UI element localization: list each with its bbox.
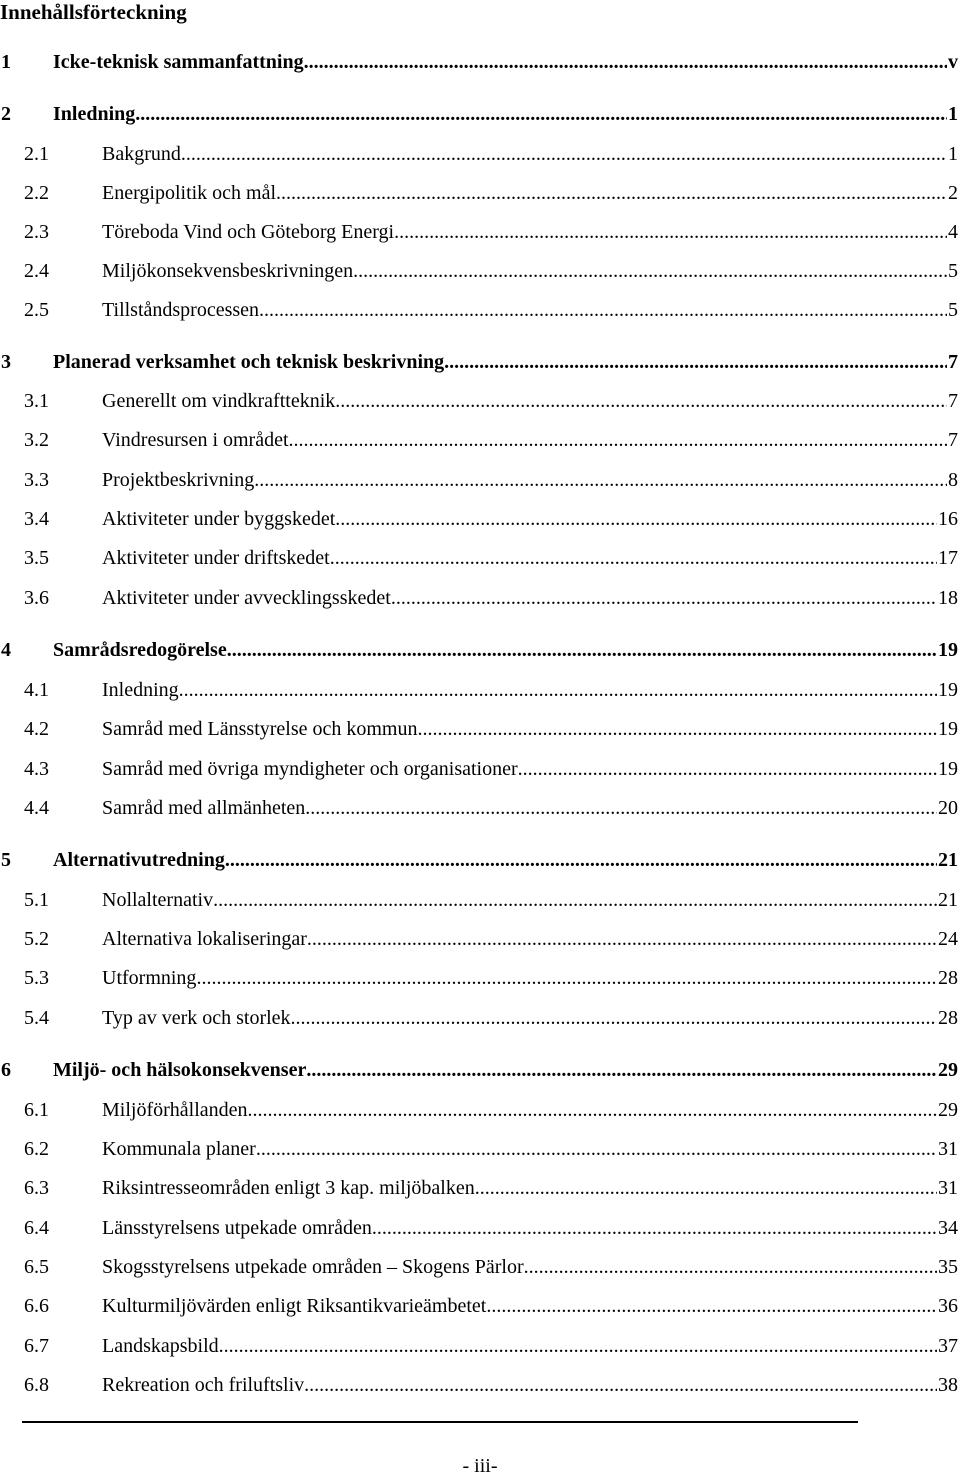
toc-entry[interactable] — [0, 1058, 958, 1082]
toc-entry-title: Rekreation och friluftsliv — [102, 1374, 305, 1396]
toc-entry[interactable] — [0, 927, 958, 951]
toc-entry-number: 3.3 — [24, 469, 49, 491]
toc-entry-title: Inledning — [53, 103, 136, 125]
toc-entry-number: 5.4 — [24, 1007, 49, 1029]
toc-dot-leader — [181, 142, 947, 166]
toc-dot-leader — [372, 1216, 937, 1240]
toc-entry[interactable] — [0, 350, 958, 374]
toc-entry-number: 6.8 — [24, 1374, 49, 1396]
toc-entry-number: 4.4 — [24, 797, 49, 819]
toc-entry-page: 37 — [938, 1335, 958, 1357]
toc-entry-title: Landskapsbild — [102, 1335, 219, 1357]
toc-entry-number: 5.3 — [24, 967, 49, 989]
toc-entry[interactable] — [0, 1098, 958, 1122]
toc-entry-number: 6.3 — [24, 1177, 49, 1199]
toc-entry-title: Miljöförhållanden — [102, 1099, 248, 1121]
toc-entry-page: 35 — [938, 1256, 958, 1278]
toc-entry[interactable] — [0, 1176, 958, 1200]
toc-entry-page: 19 — [938, 758, 958, 780]
toc-entry-page: 2 — [948, 182, 958, 204]
toc-entry-page: 29 — [938, 1099, 958, 1121]
toc-entry-number: 2.5 — [24, 299, 49, 321]
toc-entry-page: 19 — [938, 679, 958, 701]
toc-entry[interactable] — [0, 1373, 958, 1397]
toc-entry-page: 8 — [948, 469, 958, 491]
toc-dot-leader — [353, 259, 947, 283]
toc-entry[interactable] — [0, 717, 958, 741]
toc-entry-title: Miljö- och hälsokonsekvenser — [53, 1059, 307, 1081]
toc-entry-number: 6.1 — [24, 1099, 49, 1121]
toc-entry-page: 38 — [938, 1374, 958, 1396]
toc-dot-leader — [391, 586, 937, 610]
toc-entry-page: 4 — [948, 221, 958, 243]
toc-entry-number: 5.1 — [24, 889, 49, 911]
toc-entry-title: Riksintresseområden enligt 3 kap. miljöbalken — [102, 1177, 475, 1199]
toc-entry[interactable] — [0, 678, 958, 702]
toc-entry-title: Miljökonsekvensbeskrivningen — [102, 260, 354, 282]
toc-entry-title: Kulturmiljövärden enligt Riksantikvarieämbetet — [102, 1295, 487, 1317]
toc-entry-page: 5 — [948, 260, 958, 282]
toc-entry-title: Töreboda Vind och Göteborg Energi — [102, 221, 395, 243]
toc-entry-number: 3.4 — [24, 508, 49, 530]
toc-entry[interactable] — [0, 181, 958, 205]
toc-entry[interactable] — [0, 796, 958, 820]
toc-entry[interactable] — [0, 638, 958, 662]
toc-dot-leader — [259, 298, 947, 322]
toc-entry-page: 31 — [938, 1138, 958, 1160]
toc-dot-leader — [524, 1255, 937, 1279]
toc-entry-number: 3.2 — [24, 429, 49, 451]
toc-entry-page: 7 — [948, 351, 958, 373]
toc-dot-leader — [486, 1294, 937, 1318]
toc-entry-page: 31 — [938, 1177, 958, 1199]
toc-dot-leader — [394, 220, 947, 244]
toc-entry-number: 2 — [1, 103, 11, 125]
toc-entry[interactable] — [0, 1216, 958, 1240]
toc-entry-page: 16 — [938, 508, 958, 530]
toc-entry[interactable] — [0, 586, 958, 610]
toc-entry[interactable] — [0, 1137, 958, 1161]
footer-rule — [22, 1421, 858, 1423]
toc-entry-number: 2.1 — [24, 143, 49, 165]
toc-dot-leader — [225, 848, 937, 872]
toc-heading: Innehållsförteckning — [0, 0, 187, 24]
toc-entry-number: 3.1 — [24, 390, 49, 412]
toc-dot-leader — [213, 888, 937, 912]
toc-dot-leader — [335, 389, 947, 413]
toc-entry-number: 3.5 — [24, 547, 49, 569]
toc-entry-title: Alternativa lokaliseringar — [102, 928, 307, 950]
toc-entry-number: 2.2 — [24, 182, 49, 204]
toc-entry-title: Energipolitik och mål — [102, 182, 277, 204]
toc-entry-page: 36 — [938, 1295, 958, 1317]
toc-entry-page: 29 — [938, 1059, 958, 1081]
toc-dot-leader — [254, 468, 947, 492]
toc-entry[interactable] — [0, 546, 958, 570]
toc-entry-page: 34 — [938, 1217, 958, 1239]
toc-entry-title: Länsstyrelsens utpekade områden — [102, 1217, 372, 1239]
toc-dot-leader — [475, 1176, 937, 1200]
toc-entry-number: 4.1 — [24, 679, 49, 701]
toc-entry-title: Samråd med övriga myndigheter och organisationer — [102, 758, 518, 780]
toc-entry[interactable] — [0, 389, 958, 413]
toc-dot-leader — [444, 350, 947, 374]
toc-entry[interactable] — [0, 757, 958, 781]
toc-entry-title: Aktiviteter under driftskedet — [102, 547, 330, 569]
toc-entry-number: 6.6 — [24, 1295, 49, 1317]
toc-dot-leader — [248, 1098, 937, 1122]
toc-entry-title: Alternativutredning — [53, 849, 225, 871]
toc-entry-page: 1 — [948, 143, 958, 165]
toc-dot-leader — [304, 50, 947, 74]
toc-entry-number: 2.3 — [24, 221, 49, 243]
toc-dot-leader — [330, 546, 937, 570]
toc-entry-number: 6.7 — [24, 1335, 49, 1357]
toc-dot-leader — [304, 1373, 937, 1397]
toc-entry-page: 17 — [938, 547, 958, 569]
toc-entry-title: Utformning — [102, 967, 197, 989]
toc-entry-title: Tillståndsprocessen — [102, 299, 260, 321]
toc-dot-leader — [227, 638, 937, 662]
toc-dot-leader — [289, 428, 947, 452]
toc-entry-page: 20 — [938, 797, 958, 819]
toc-dot-leader — [196, 966, 937, 990]
toc-entry-title: Nollalternativ — [102, 889, 214, 911]
toc-entry[interactable] — [0, 1006, 958, 1030]
toc-entry-title: Bakgrund — [102, 143, 181, 165]
toc-entry-number: 3 — [1, 351, 11, 373]
toc-entry-page: 7 — [948, 390, 958, 412]
toc-entry-page: 1 — [948, 103, 958, 125]
toc-entry-title: Samråd med allmänheten — [102, 797, 306, 819]
toc-entry[interactable] — [0, 848, 958, 872]
toc-entry[interactable] — [0, 1334, 958, 1358]
toc-entry-title: Aktiviteter under avvecklingsskedet — [102, 587, 391, 609]
toc-entry-number: 6.4 — [24, 1217, 49, 1239]
toc-entry[interactable] — [0, 888, 958, 912]
toc-entry-page: 19 — [938, 718, 958, 740]
toc-entry-title: Aktiviteter under byggskedet — [102, 508, 336, 530]
toc-entry-title: Planerad verksamhet och teknisk beskrivning — [53, 351, 445, 373]
toc-entry-page: 7 — [948, 429, 958, 451]
toc-entry-page: v — [948, 51, 958, 73]
toc-entry-number: 5.2 — [24, 928, 49, 950]
toc-entry-page: 5 — [948, 299, 958, 321]
toc-dot-leader — [306, 1058, 937, 1082]
toc-entry-number: 6 — [1, 1059, 11, 1081]
toc-entry[interactable] — [0, 1255, 958, 1279]
toc-entry-title: Samråd med Länsstyrelse och kommun — [102, 718, 418, 740]
toc-entry-page: 24 — [938, 928, 958, 950]
toc-entry-title: Generellt om vindkraftteknik — [102, 390, 336, 412]
toc-entry-page: 28 — [938, 967, 958, 989]
toc-entry-number: 5 — [1, 849, 11, 871]
toc-entry-title: Kommunala planer — [102, 1138, 256, 1160]
toc-dot-leader — [219, 1334, 937, 1358]
toc-dot-leader — [276, 181, 947, 205]
toc-entry[interactable] — [0, 102, 958, 126]
toc-entry[interactable] — [0, 298, 958, 322]
toc-entry-number: 6.2 — [24, 1138, 49, 1160]
toc-dot-leader — [291, 1006, 937, 1030]
toc-dot-leader — [335, 507, 937, 531]
toc-entry-page: 19 — [938, 639, 958, 661]
toc-entry-page: 21 — [938, 849, 958, 871]
toc-entry[interactable] — [0, 428, 958, 452]
toc-entry-number: 4.2 — [24, 718, 49, 740]
toc-entry-number: 4.3 — [24, 758, 49, 780]
toc-entry[interactable] — [0, 142, 958, 166]
toc-entry-page: 28 — [938, 1007, 958, 1029]
toc-dot-leader — [418, 717, 938, 741]
toc-entry-title: Vindresursen i området — [102, 429, 289, 451]
toc-entry[interactable] — [0, 507, 958, 531]
toc-dot-leader — [135, 102, 947, 126]
toc-entry[interactable] — [0, 1294, 958, 1318]
toc-entry-title: Typ av verk och storlek — [102, 1007, 291, 1029]
toc-dot-leader — [179, 678, 937, 702]
toc-dot-leader — [518, 757, 937, 781]
toc-entry-title: Icke-teknisk sammanfattning — [53, 51, 304, 73]
toc-entry-number: 2.4 — [24, 260, 49, 282]
toc-entry[interactable] — [0, 50, 958, 74]
toc-dot-leader — [305, 796, 937, 820]
toc-entry-number: 4 — [1, 639, 11, 661]
toc-entry-title: Samrådsredogörelse — [53, 639, 227, 661]
toc-entry[interactable] — [0, 259, 958, 283]
toc-entry[interactable] — [0, 468, 958, 492]
toc-dot-leader — [307, 927, 937, 951]
toc-entry-title: Inledning — [102, 679, 179, 701]
toc-entry[interactable] — [0, 966, 958, 990]
toc-entry-number: 1 — [1, 51, 11, 73]
toc-entry-title: Projektbeskrivning — [102, 469, 255, 491]
toc-dot-leader — [256, 1137, 937, 1161]
toc-entry-number: 6.5 — [24, 1256, 49, 1278]
toc-entry-page: 21 — [938, 889, 958, 911]
toc-entry-title: Skogsstyrelsens utpekade områden – Skogens Pärlor — [102, 1256, 524, 1278]
page-number: - iii- — [462, 1455, 498, 1477]
toc-entry[interactable] — [0, 220, 958, 244]
toc-entry-page: 18 — [938, 587, 958, 609]
toc-entry-number: 3.6 — [24, 587, 49, 609]
